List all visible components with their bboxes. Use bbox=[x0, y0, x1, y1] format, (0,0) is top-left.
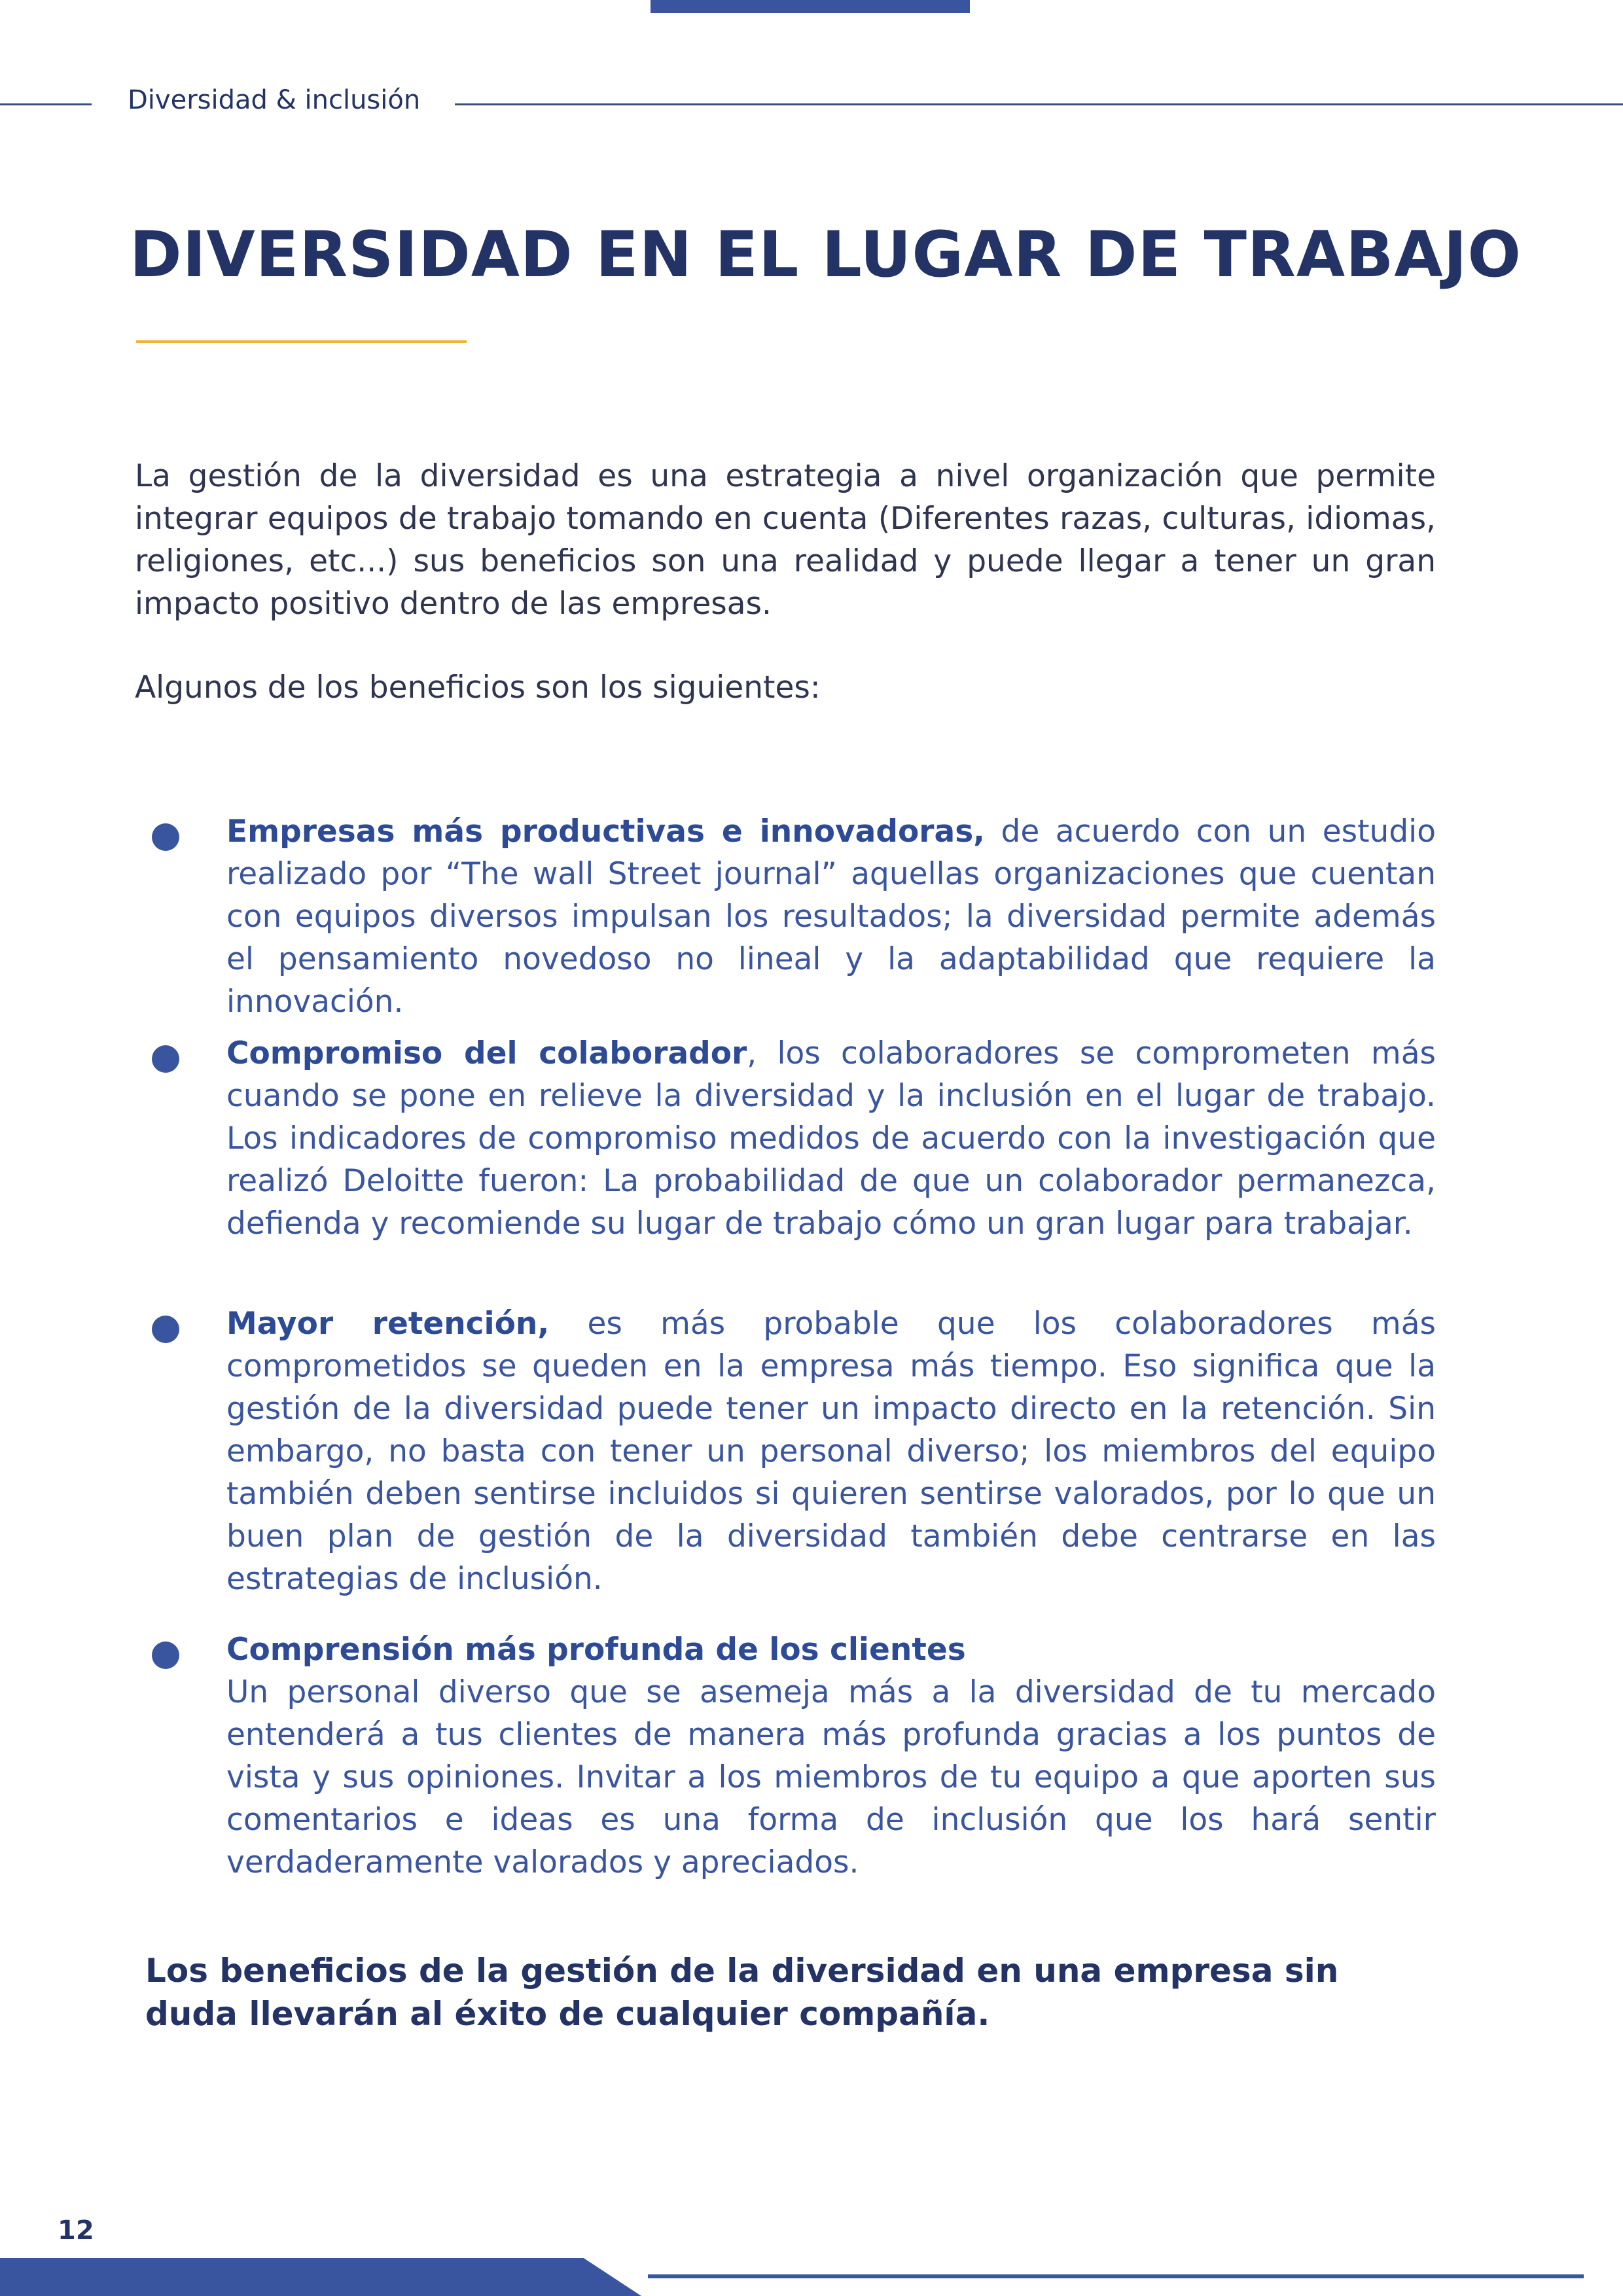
benefit-text bbox=[226, 810, 1436, 1023]
header-rule-right bbox=[455, 103, 1623, 105]
benefit-item-clients bbox=[152, 1628, 1436, 1884]
benefit-text bbox=[226, 1302, 1436, 1600]
benefit-body: es más probable que los colaboradores más comprometidos se queden en la empresa más tiempo. Eso significa que la gestión de la diversidad puede tener un impacto directo en la retención. Sin embargo, no basta con tener un personal diverso; los miembros del equipo también deben sentirse incluidos si quieren sentirse valorados, por lo que un buen plan de gestión de la diversidad también debe centrarse en las estrategias de inclusión. bbox=[226, 1306, 1436, 1597]
bullet-icon bbox=[152, 1045, 179, 1073]
benefit-heading: Mayor retención, bbox=[226, 1306, 550, 1342]
benefit-body: , los colaboradores se comprometen más cuando se pone en relieve la diversidad y la inclusión en el lugar de trabajo. Los indicadores de compromiso medidos de acuerdo con la investigación que realizó Deloitte fueron: La probabilidad de que un colaborador permanezca, defienda y recomiende su lugar de trabajo cómo un gran lugar para trabajar. bbox=[226, 1035, 1436, 1242]
benefit-heading: Empresas más productivas e innovadoras, bbox=[226, 814, 986, 850]
header-rule-left bbox=[0, 103, 92, 105]
benefit-text bbox=[226, 1032, 1436, 1245]
footer-rule bbox=[648, 2274, 1584, 2278]
title-underline bbox=[136, 340, 467, 343]
closing-statement: Los beneficios de la gestión de la diversidad en una empresa sin duda llevarán al éxito de cualquier compañía. bbox=[145, 1952, 1339, 2033]
bullet-icon bbox=[152, 823, 179, 851]
benefit-body: Un personal diverso que se asemeja más a la diversidad de tu mercado entenderá a tus clientes de manera más profunda gracias a los puntos de vista y sus opiniones. Invitar a los miembros de tu equipo a que aporten sus comentarios e ideas es una forma de inclusión que los hará sentir verdaderamente valorados y apreciados. bbox=[226, 1674, 1436, 1880]
benefit-item-productive bbox=[152, 810, 1436, 1023]
intro-paragraph: La gestión de la diversidad es una estrategia a nivel organización que permite integrar equipos de trabajo tomando en cuenta (Diferentes razas, culturas, idiomas, religiones, etc...) sus beneficios son una realidad y puede llegar a tener un gran impacto positivo dentro de las empresas. bbox=[135, 458, 1436, 622]
section-label: Diversidad & inclusión bbox=[128, 85, 421, 115]
benefit-body: de acuerdo con un estudio realizado por “The wall Street journal” aquellas organizaciones que cuentan con equipos diversos impulsan los resultados; la diversidad permite además el pensamiento novedoso no lineal y la adaptabilidad que requiere la innovación. bbox=[226, 814, 1436, 1020]
benefit-item-engagement bbox=[152, 1032, 1436, 1245]
page-number: 12 bbox=[58, 2215, 94, 2246]
benefits-lead: Algunos de los beneficios son los siguientes: bbox=[135, 670, 821, 706]
page-title: DIVERSIDAD EN EL LUGAR DE TRABAJO bbox=[130, 218, 1522, 291]
footer-accent-shape bbox=[0, 2258, 641, 2296]
benefit-heading: Compromiso del colaborador bbox=[226, 1035, 747, 1071]
bullet-icon bbox=[152, 1316, 179, 1343]
bullet-icon bbox=[152, 1641, 179, 1669]
benefit-heading: Comprensión más profunda de los clientes bbox=[226, 1632, 966, 1668]
benefit-text bbox=[226, 1628, 1436, 1884]
benefit-item-retention bbox=[152, 1302, 1436, 1600]
top-accent-bar bbox=[651, 0, 970, 13]
